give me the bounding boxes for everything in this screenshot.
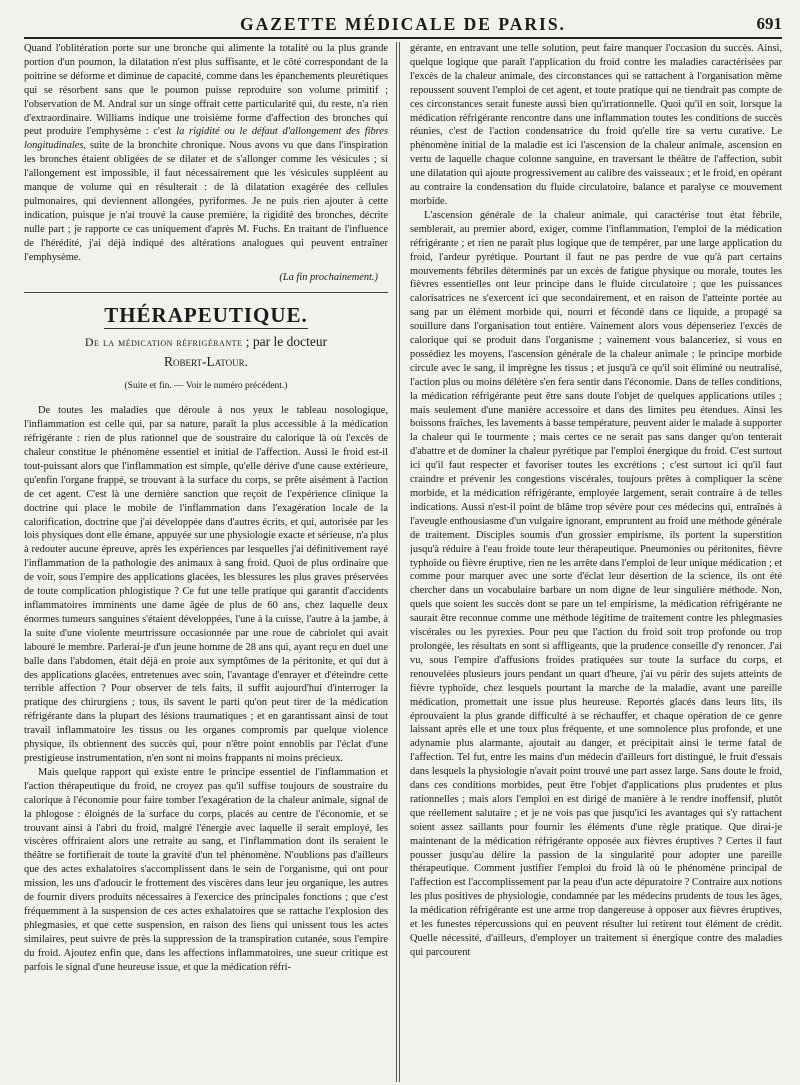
running-title: GAZETTE MÉDICALE DE PARIS. (240, 14, 566, 34)
page-number: 691 (756, 14, 782, 33)
section-title (24, 303, 388, 327)
article-author: Robert-Latour. (164, 354, 248, 370)
left-column (24, 42, 388, 1080)
paragraph-emphysema (24, 42, 388, 265)
article-title (24, 333, 388, 351)
section-title-text: THÉRAPEUTIQUE. (104, 303, 308, 328)
header-rule (24, 37, 782, 39)
paragraph-inflammation: De toutes les maladies que déroule à nos yeux le tableau nosologique, l'inflammation est celle qui, par sa nature, paraît la plus accessible à la médication réfrigérante : rien de plus rationnel que de soustraire du calorique là où l'excès de chaleur constitue le phénomène essentiel et initial de l'affection. Aussi le froid est-il tout-puissant alors que l'inflammation est simple, qu'elle dérive d'une cause extérieure, qu'enfin l'organe frappé, se trouvant à la surface du corps, se prête aisément à l'action de cet agent. C'est là une dernière sanction que reçoit de l'expérience clinique la doctrine qui place le mobile de l'inflammation dans l'exagération locale de la calorification, doctrine que j'ai développée dans d'autres écrits, et qui, autorisée par les lois physiques dont elle émane, appuyée sur une physiologie exacte et sérieuse, n'a plus à redouter aucune épreuve, après les expériences par lesquelles j'ai définitivement rayé l'inflammation de la pathologie des animaux à sang froid. Quoi de plus ordinaire que de voir, sous l'empire des applications glacées, les blessures les plus graves préservées de toute complication phlogistique ? Ce fut une telle pratique qui garantit d'accidents inflammatoires imminents une dame âgée de plus de 60 ans, chez laquelle deux énormes tumeurs sanguines s'étaient développées, l'une à la cuisse, l'autre à la jambe, à la suite d'une violente meurtrissure occasionnée par une roue de cabriolet qui avait labouré le membre. Parlerai-je d'un jeune homme de 28 ans qui, ayant reçu en duel une balle dans l'abdomen, était déjà en proie aux symptômes de la péritonite, et qui dut à des applications glacées, entretenues avec soin, l'avantage d'enrayer et d'éteindre cette terrible affection ? Pour observer de tels faits, il suffit aujourd'hui d'interroger la pratique des chirurgiens ; tous, ils savent le parti qu'on peut tirer de la médication réfrigérante dans la plupart des lésions traumatiques ; et en garantissant ainsi de tout travail inflammatoire les tissus ou les organes compromis par quelque violence physique, ils obtiennent des succès qui, pour n'être point ennoblis par l'éclat d'une prestigieuse instrumentation, n'en sont ni moins frappants ni moins précieux. (24, 405, 388, 764)
right-column (410, 42, 782, 1080)
paragraph-thermal-action: Mais quelque rapport qui existe entre le principe essentiel de l'inflammation et l'action thérapeutique du froid, ne croyez pas qu'il suffise toujours de soustraire du calorique à l'économie pour faire tomber l'exagération de la chaleur animale, signal de la phlogose : éloignés de la surface du corps, placés au centre de l'économie, et se trouvant ainsi à l'abri du froid, malgré l'énergie avec laquelle il serait employé, les viscères offriraient alors une retraite au sang, et l'inflammation dont ils seraient le théâtre se fortifierait de toute la gravité d'un tel phénomène. N'oublions pas d'ailleurs que des actes exhalatoires s'accomplissent dans le sein de l'organisme, qui ont pour mission, les uns d'adoucir le frottement des viscères dans leur jeu organique, les autres de fournir divers produits nécessaires à l'exercice des principales fonctions ; que c'est fréquemment à la suspension de ces actes exhalatoires que se rattache l'explosion des phlegmasies, et que cette suspension, en raison des liens qui unissent tous les actes similaires, peut suivre de près la suppression de la transpiration cutanée, sous l'empire du froid. Ajoutez enfin que, dans les affections inflammatoires, une sueur critique est parfois le signal d'une heureuse issue, et que la médication réfri- (24, 766, 388, 973)
to-be-continued-note: (La fin prochainement.) (279, 271, 378, 283)
section-separator (24, 292, 388, 293)
column-rule (396, 42, 397, 1082)
article-title-main: De la médication réfrigérante (84, 335, 243, 350)
article-title-suffix: ; par le docteur (242, 334, 328, 350)
paragraph-continuation: gérante, en entravant une telle solution, peut faire manquer l'occasion du succès. Ainsi, quelque logique que paraît l'application du froid contre les maladies caractérisées par l'excès de la chaleur animale, des circonstances qui se rattachent à l'organisation même repoussent souvent l'emploi de cet agent, et toute pratique qui ne tiendrait pas compte de ces circonstances serait funeste aussi bien qu'irrationnelle. Quoi qu'il en soit, lorsque la médication réfrigérante rencontre dans une inflammation toutes les conditions de succès réunies, c'est de l'action condensatrice du froid qu'elle tire sa vertu curative. Le phénomène initial de la maladie est ici l'ascension de la chaleur animale, ascension en vertu de laquelle chaque colonne sanguine, en traversant le théâtre de l'affection, subit une dilatation qui ajoute progressivement au calibre des vaisseaux ; et le froid, en opérant au contraire la condensation du fluide circulatoire, balance et paralyse ce mouvement morbide. (410, 43, 782, 207)
continuation-note: (Suite et fin. — Voir le numéro précédent.) (124, 381, 288, 392)
column-rule (399, 42, 400, 1082)
page-header (24, 8, 782, 38)
italic-phrase: la rigidité ou le défaut d'allongement des fibres longitudinales (24, 126, 388, 152)
paragraph-fever: L'ascension générale de la chaleur animale, qui caractérise tout état fébrile, semblerait, au premier abord, exiger, comme l'inflammation, l'emploi de la médication réfrigérante ; et rien ne paraît plus logique que de tempérer, par une large application du froid, l'ardeur pyrétique. Pourtant il faut ne pas perdre de vue qu'à part certains mouvements fébriles déterminés par un excès de fatigue physique ou morale, toutes les fièvres essentielles ont leur principe dans le fluide circulatoire ; que les puissances calorisatrices ne s'exercent ici que secondairement, et en raison de l'atteinte portée au sang par un élément morbide qui, nourri et fécondé dans ce liquide, a propagé sa souillure dans l'organisation tout entière. Vainement alors vous dépenseriez l'excès de calorique qui se produit dans l'organisme ; vainement vous balanceriez, si vous en possédiez les moyens, l'ascension générale de la chaleur animale ; le principe morbide circule avec le sang, il imprègne les tissus ; et jusqu'à ce qu'il soit éliminé ou neutralisé, l'action plus ou moins délétère s'en fera sentir dans l'économie. Dans de telles conditions, la médication réfrigérante peut être sans doute l'objet de quelques applications utiles ; mais seulement d'une manière accessoire et dans des limites peu étendues. Ainsi les boissons fraîches, les lavements à basse température, peuvent aider le malade à supporter la chaleur qui le tourmente ; mais certes ce ne serait pas sans danger qu'on tenterait d'abattre et de dominer la chaleur pyrétique par l'emploi énergique du froid. C'est surtout ici qu'il faut respecter et favoriser toutes les excrétions ; c'est surtout ici qu'il faut craindre et prévenir les congestions viscérales, toujours prêtes à compliquer la scène morbide, et la médication réfrigérante, employée largement, serait contraire à de telles indications. Aussi n'est-il point de blâme trop sévère pour ces médecins qui, entraînés à l'aveugle enthousiasme d'un vulgaire ignorant, empruntent au froid une méthode générale de traitement. Disciples soumis d'un grossier empirisme, ils portent la superstition jusqu'à réduire à l'eau froide toute leur thérapeutique. Pneumonies ou péritonites, fièvre typhoïde ou fièvre éruptive, rien ne les arrête dans l'emploi de leur unique médication ; et comme pour marquer avec une sorte d'éclat leur désertion de la science, ils ont été chercher dans un vocabulaire barbare un nom digne de leur singulière méthode. Non, quels que soient les succès dont se pare un tel empirisme, la médication réfrigérante ne saurait être reconnue comme une méthode légitime de traitement contre les phlegmasies viscérales ou les pyrexies. Pour peu que l'action du froid soit trop profonde ou trop prolongée, les résultats en sont si affligeants, que la prudence conseille d'y renoncer. J'ai vu, sous l'empire d'affusions froides pratiquées sur toute la surface du corps, et renouvelées plusieurs jours pendant un quart d'heure, j'ai vu périr des sujets atteints de fièvre typhoïde, chez lesquels pourtant la marche de la maladie, avant une pareille médication, promettait une issue plus heureuse. Reportés glacés dans leurs lits, ils éprouvaient la plus grande difficulté à se réchauffer, et chaque opération de ce genre laissant après elle et une toux plus fréquente, et une somnolence plus profonde, et une adynamie plus alarmante, ajoutait au danger, et précipitait ainsi le terme fatal de l'affection. Tel fut, entre les mains d'un médecin d'ailleurs fort distingué, le fruit d'essais dans lesquels la physiologie n'avait point trouvé une part assez large. Sans doute le froid, dans ces conditions morbides, peut être l'objet d'applications plus prudentes et plus rationnelles ; mais alors l'emploi en est dirigé de manière à le rendre inoffensif, plutôt que réellement salutaire ; et je ne vois pas que jusqu'ici les avantages qui s'y rattachent soient assez saillants pour fournir les éléments d'une règle pratique. Que dirai-je maintenant de la médication réfrigérante opposée aux fièvres éruptives ? Certes il faut pousser jusqu'au délire la passion de la singularité pour adopter une pareille thérapeutique. Comment justifier l'emploi du froid là où le phénomène principal de l'affection est l'accomplissement par la peau d'un acte dépuratoire ? Contraire aux notions les plus positives de physiologie, condamnée par les médecins prudents de tous les âges, la médication réfrigérante est une arme trop dangereuse à opposer aux fièvres éruptives, et les funestes répercussions qui en peuvent résulter lui retirent tout élément de crédit. Quelle nécessité, d'ailleurs, d'employer un traitement si énergique contre des maladies qui parcourent (410, 209, 782, 958)
text-run: Quand l'oblitération porte sur une bronche qui alimente la totalité ou la plus grande portion d'un poumon, la dilatation n'est plus suffisante, et le côté correspondant de la poitrine se déforme et diminue de capacité, comme dans les épanchements pleurétiques qui se résorbent sans que le poumon puisse reproduire son volume primitif ; l'observation de M. Andral sur un singe offrait cette particularité qui, du reste, n'a rien d'extraordinaire. Williams indique une troisième forme d'affection des bronches qui peut produire l'emphysème : c'est (24, 43, 388, 138)
text-run: , suite de la bronchite chronique. Nous avons vu que dans l'inspiration les bronches étaient obligées de se dilater et de s'allonger comme les vésicules ; si l'allongement est impossible, il faut nécessairement que les vésicules suppléent au manque de volume qui en résulterait : de là dilatation exagérée des cellules pulmonaires, qui deviennent allongées, pyriformes. Je ne puis rien ajouter à cette indication, puisque je n'ai trouvé la cause première, la rigidité des bronches, décrite nulle part ; je rapporte ce cas uniquement d'après M. Fuchs. En traitant de l'influence de l'hérédité, j'ai déjà indiqué des altérations analogues qui peuvent entraîner l'emphysème. (24, 140, 388, 263)
